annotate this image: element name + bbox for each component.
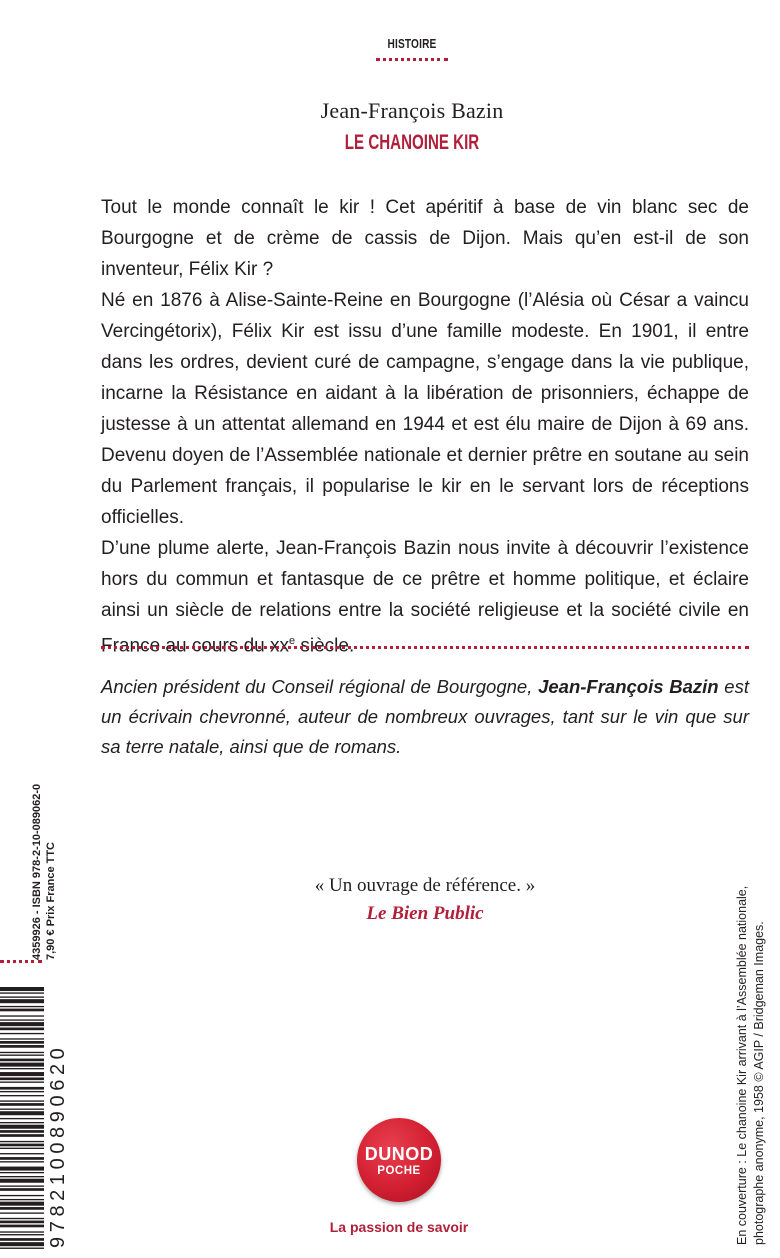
section-divider — [101, 646, 749, 649]
barcode-bar — [0, 1103, 44, 1106]
barcode-bar — [0, 1212, 44, 1213]
barcode-bar — [0, 1111, 44, 1115]
barcode-digits: 9782100890620 — [47, 1043, 69, 1248]
barcode-bar — [0, 1248, 44, 1249]
barcode-bar — [0, 1072, 44, 1076]
left-dotted-divider — [0, 960, 42, 963]
barcode-bar — [0, 1242, 44, 1246]
barcode-bar — [0, 1122, 44, 1123]
barcode-bar — [0, 1063, 44, 1067]
barcode-bar — [0, 1055, 44, 1056]
barcode-bar — [0, 1188, 44, 1191]
barcode-bar — [0, 999, 44, 1003]
publisher-logo — [357, 1118, 441, 1202]
barcode-bar — [0, 1179, 44, 1183]
quote-source: Le Bien Public — [366, 903, 484, 924]
barcode-bar — [0, 1109, 44, 1110]
blurb-paragraph-3 — [101, 533, 749, 661]
back-cover-blurb — [101, 192, 749, 661]
barcode-bar — [0, 1130, 44, 1133]
barcode-bar — [0, 1045, 44, 1048]
blurb-paragraph-2: Né en 1876 à Alise-Sainte-Reine en Bourgogne (l’Alésia où César a vaincu Vercingétorix), Félix Kir est issu d’une famille modeste. En 1901, il entre dans les ordres, devient curé de campagne, s’engage dans la vie publique, incarne la Résistance en aidant à la libération de prisonniers, échappe de justesse à un attentat allemand en 1944 et est élu maire de Dijon à 69 ans. Devenu doyen de l’Assemblée nationale et dernier prêtre en soutane au sein du Parlement français, il popularise le kir en le servant lors de réceptions officielles. — [101, 290, 749, 528]
category-label: HISTOIRE — [387, 36, 437, 51]
barcode-bar — [0, 1185, 44, 1186]
barcode-bar — [0, 1148, 44, 1149]
bio-author-name: Jean-François Bazin — [538, 676, 719, 697]
bio-intro: Ancien président du Conseil régional de Bourgogne, — [101, 676, 539, 697]
price-line: 7,90 € Prix France TTC — [45, 842, 57, 960]
barcode-bar — [0, 1033, 44, 1034]
barcode-bar — [0, 1238, 44, 1241]
barcode-bar — [0, 1087, 44, 1090]
barcode-bar — [0, 1077, 44, 1080]
barcode-bar — [0, 987, 44, 991]
barcode-bar — [0, 1059, 44, 1062]
barcode-bar — [0, 1125, 44, 1129]
barcode-bar — [0, 1141, 44, 1142]
barcode-bar — [0, 1041, 44, 1044]
blurb-paragraph-3-text: D’une plume alerte, Jean-François Bazin nous invite à découvrir l’existence hors du commun et fantasque de ce prêtre et homme politique, et éclaire ainsi un siècle de relations entre la société religieuse et la société civile en France au cours du — [101, 538, 749, 657]
isbn-line: 4359926 - ISBN 978-2-10-089062-0 — [31, 783, 43, 960]
barcode-bar — [0, 1161, 44, 1162]
barcode-bar — [0, 1202, 44, 1206]
barcode-bar — [0, 1028, 44, 1031]
barcode-bar — [0, 1100, 44, 1101]
credit-line-2: photographe anonyme, 1958 © AGIP / Bridgeman Images. — [752, 921, 766, 1245]
barcode-bar — [0, 1091, 44, 1092]
barcode-bar — [0, 1019, 44, 1020]
barcode-bar — [0, 1068, 44, 1069]
book-title: LE CHANOINE KIR — [344, 131, 480, 154]
bio-rest: est un écrivain chevronné, auteur de nombreux ouvrages, tant sur le vin que sur sa terre natale, ainsi que de romans. — [101, 676, 749, 757]
publisher-name: DUNOD — [364, 1144, 434, 1164]
barcode-bar — [0, 1095, 44, 1096]
barcode-bar — [0, 1176, 44, 1177]
barcode-bar — [0, 1153, 44, 1154]
barcode-bar — [0, 1082, 44, 1083]
category-divider — [376, 58, 448, 61]
barcode-bar — [0, 1022, 44, 1026]
barcode-bar — [0, 1052, 44, 1053]
barcode-bar — [0, 992, 44, 993]
barcode-bar — [0, 1118, 44, 1119]
barcode-bar — [0, 1157, 44, 1160]
barcode-bar — [0, 1006, 44, 1007]
barcode-bar — [0, 1134, 44, 1137]
author-name: Jean-François Bazin — [320, 98, 504, 123]
century-numeral: xx — [269, 635, 289, 657]
blurb-paragraph-1: Tout le monde connaît le kir ! Cet apéritif à base de vin blanc sec de Bourgogne et de crème de cassis de Dijon. Mais qu’en est-il de son inventeur, Félix Kir ? — [101, 197, 749, 280]
barcode-bar — [0, 996, 44, 997]
press-quote — [101, 872, 749, 928]
barcode-bar — [0, 1038, 44, 1039]
barcode-bar — [0, 1015, 44, 1016]
barcode-bar — [0, 1195, 44, 1196]
barcode-bar — [0, 1144, 44, 1147]
barcode-bar — [0, 1172, 44, 1173]
blurb-last-word: siècle. — [295, 635, 355, 657]
publisher-collection: POCHE — [377, 1165, 421, 1177]
author-bio — [101, 672, 749, 762]
quote-text: « Un ouvrage de référence. » — [314, 875, 536, 896]
barcode-bar — [0, 1199, 44, 1200]
credit-line-1: En couverture : Le chanoine Kir arrivant à l’Assemblée nationale, — [735, 885, 749, 1245]
publisher-slogan: La passion de savoir — [329, 1219, 469, 1235]
barcode-bar — [0, 1207, 44, 1210]
barcode-bar — [0, 1167, 44, 1171]
barcode-bar — [0, 1009, 44, 1012]
century-superscript: e — [288, 635, 296, 647]
